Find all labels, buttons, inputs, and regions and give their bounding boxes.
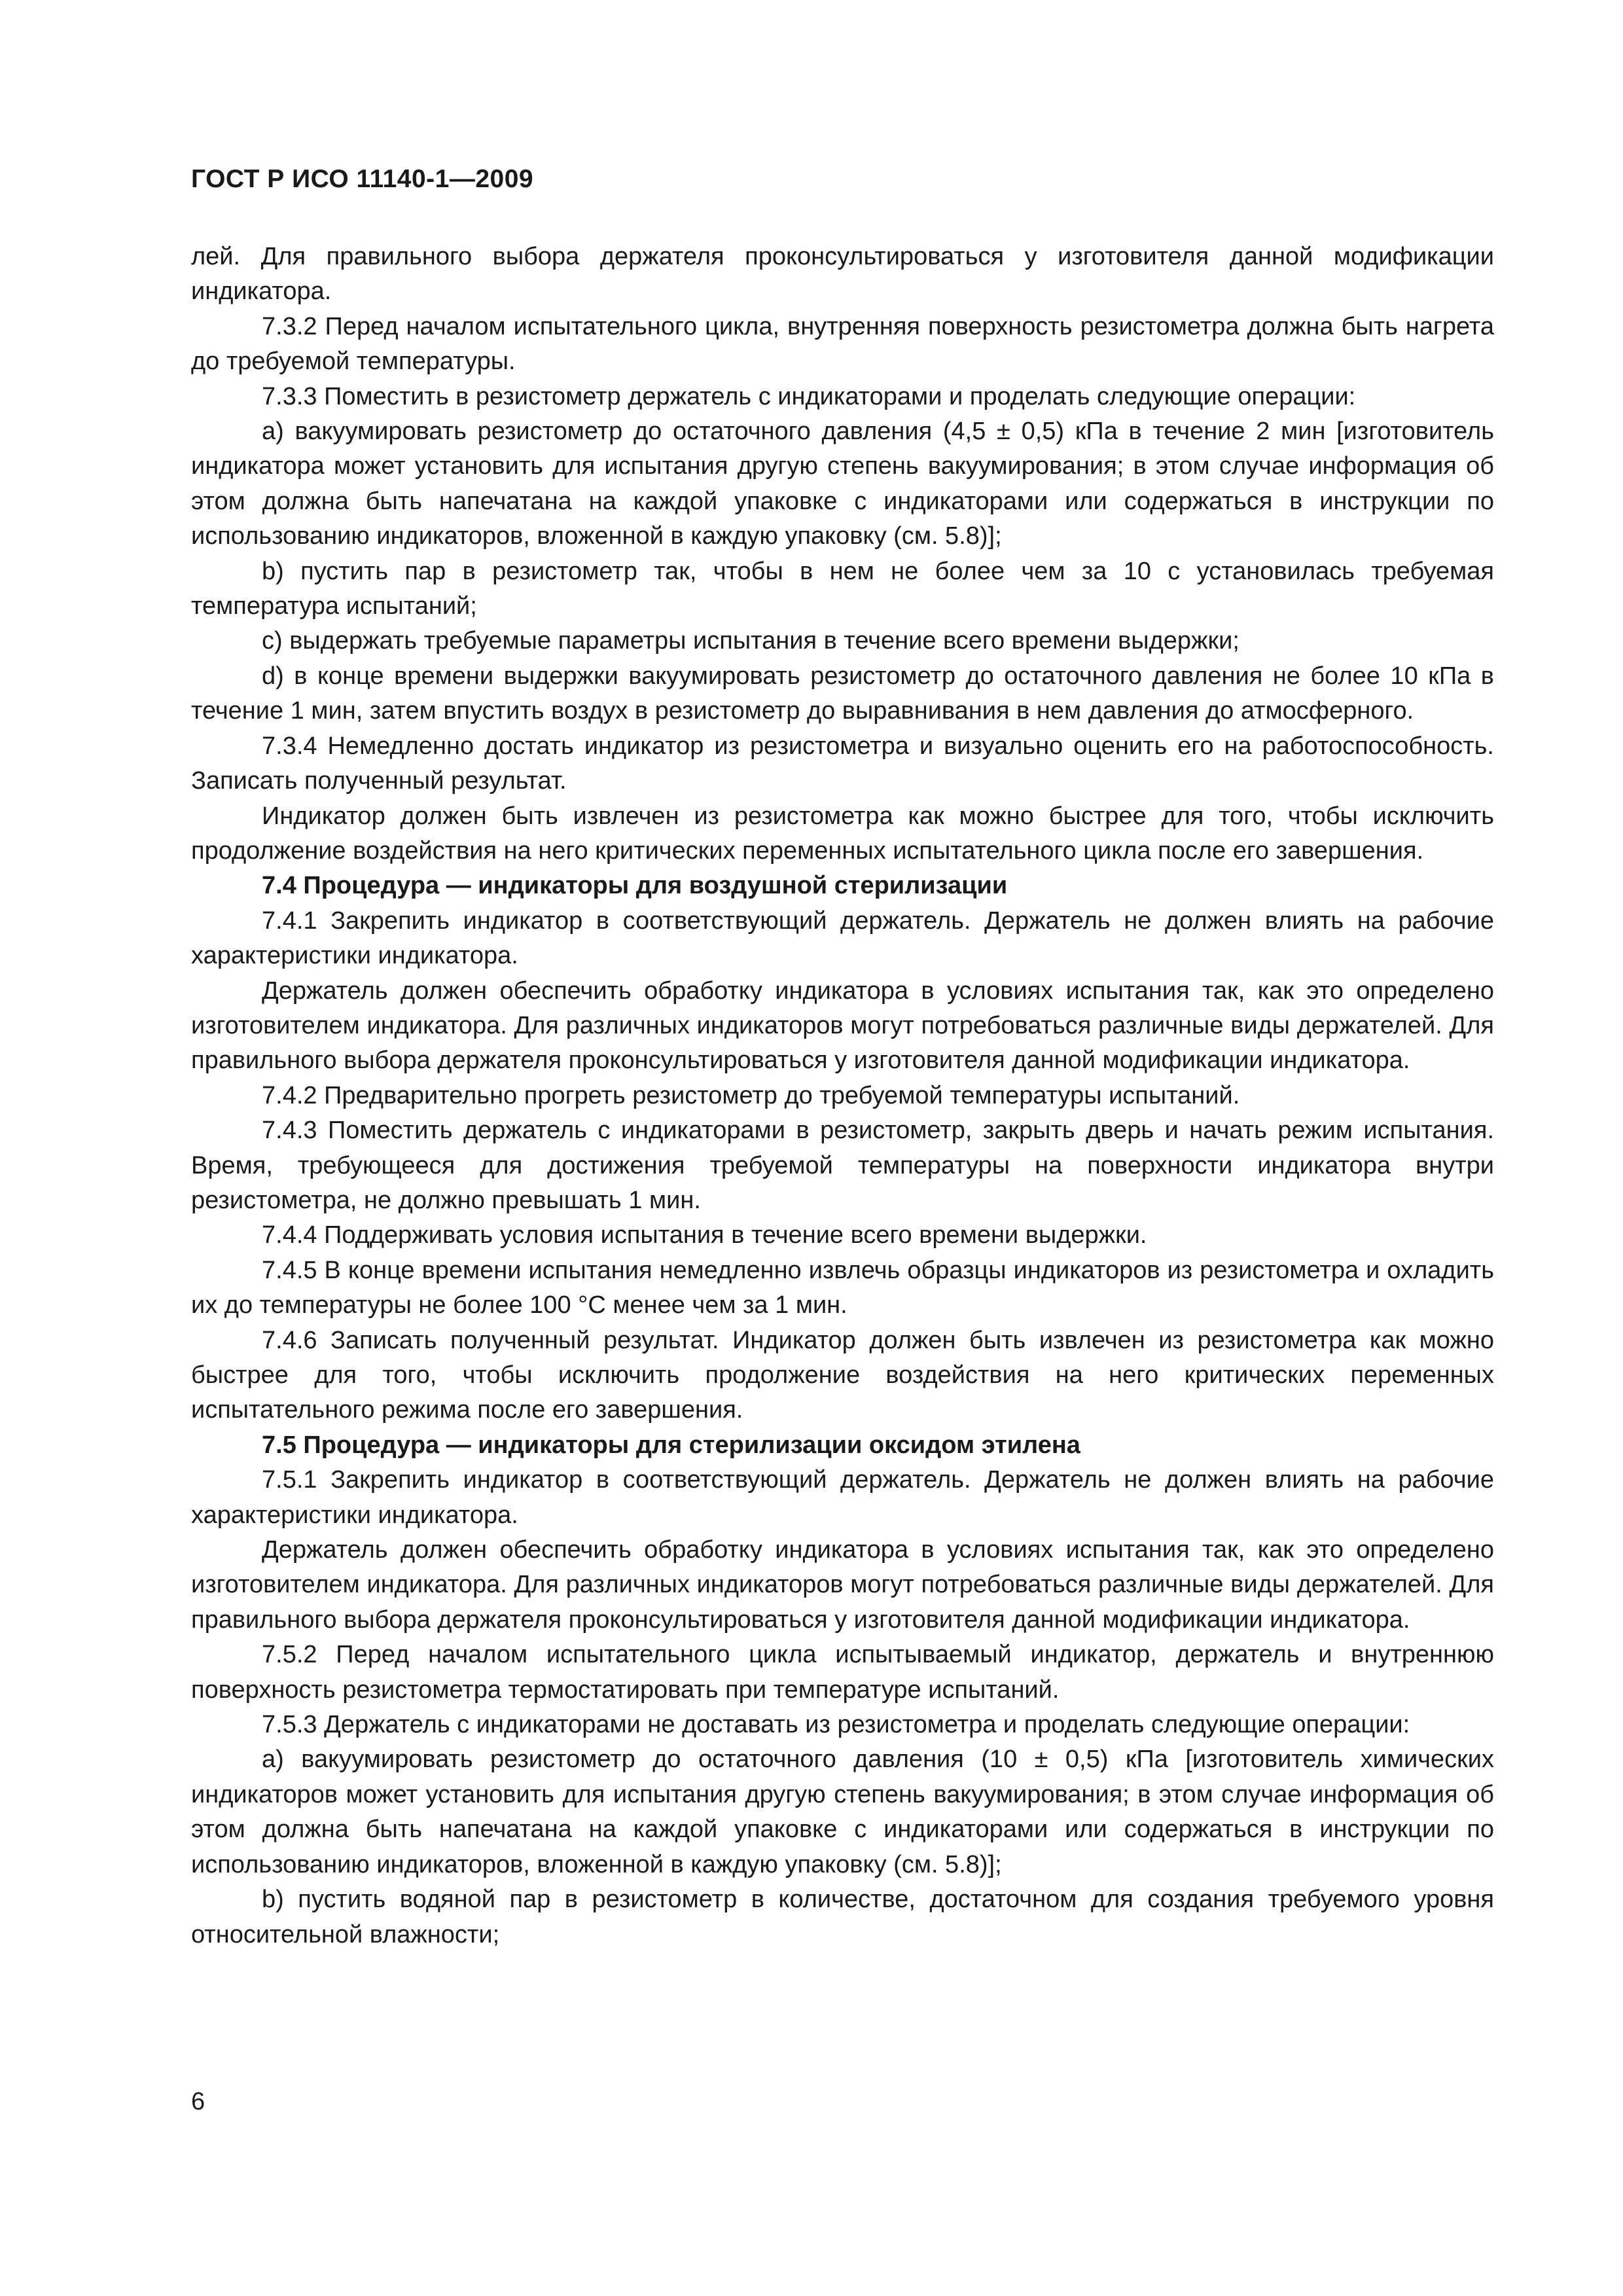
paragraph: 7.4.2 Предварительно прогреть резистометр до требуемой температуры испытаний. bbox=[262, 1081, 1240, 1109]
section-heading-7-5: 7.5 Процедура — индикаторы для стерилизации оксидом этилена bbox=[262, 1431, 1080, 1459]
paragraph: 7.3.3 Поместить в резистометр держатель с индикаторами и проделать следующие операции: bbox=[262, 382, 1356, 410]
page-number: 6 bbox=[191, 2088, 205, 2115]
section-heading-7-4: 7.4 Процедура — индикаторы для воздушной стерилизации bbox=[262, 872, 1008, 900]
list-item: c) выдержать требуемые параметры испытания в течение всего времени выдержки; bbox=[262, 627, 1240, 655]
paragraph: лей. Для правильного выбора держателя проконсультироваться у изготовителя данной модификации индикатора. bbox=[191, 243, 1494, 306]
paragraph: 7.4.3 Поместить держатель с индикаторами в резистометр, закрыть дверь и начать режим испытания. Время, требующееся для достижения требуемой температуры на поверхности индикатора внутри резистометра, не должно превышать 1 мин. bbox=[191, 1117, 1494, 1214]
paragraph: 7.4.4 Поддерживать условия испытания в течение всего времени выдержки. bbox=[262, 1221, 1147, 1249]
paragraph: 7.5.3 Держатель с индикаторами не доставать из резистометра и проделать следующие операции: bbox=[262, 1711, 1410, 1739]
paragraph: 7.4.6 Записать полученный результат. Индикатор должен быть извлечен из резистометра как можно быстрее для того, чтобы исключить продолжение воздействия на него критических переменных испытательного режима после его завершения. bbox=[191, 1326, 1494, 1424]
paragraph: Держатель должен обеспечить обработку индикатора в условиях испытания так, как это определено изготовителем индикатора. Для различных индикаторов могут потребоваться различные виды держателей. Для правильного выбора держателя проконсультироваться у изготовителя данной модификации индикатора. bbox=[191, 1536, 1494, 1634]
paragraph: 7.4.5 В конце времени испытания немедленно извлечь образцы индикаторов из резистометра и охладить их до температуры не более 100 °С менее чем за 1 мин. bbox=[191, 1256, 1494, 1319]
list-item: a) вакуумировать резистометр до остаточного давления (4,5 ± 0,5) кПа в течение 2 мин [изготовитель индикатора может установить для испытания другую степень вакуумирования; в этом случае информация об этом должна быть напечатана на каждой упаковке с индикаторами или содержаться в инструкции по использованию индикаторов, вложенной в каждую упаковку (см. 5.8)]; bbox=[191, 418, 1494, 550]
paragraph: 7.5.1 Закрепить индикатор в соответствующий держатель. Держатель не должен влиять на рабочие характеристики индикатора. bbox=[191, 1466, 1494, 1529]
paragraph: 7.3.4 Немедленно достать индикатор из резистометра и визуально оценить его на работоспособность. Записать полученный результат. bbox=[191, 732, 1494, 795]
paragraph: 7.4.1 Закрепить индикатор в соответствующий держатель. Держатель не должен влиять на рабочие характеристики индикатора. bbox=[191, 906, 1494, 970]
document-body bbox=[191, 240, 1494, 1952]
paragraph: Индикатор должен быть извлечен из резистометра как можно быстрее для того, чтобы исключить продолжение воздействия на него критических переменных испытательного цикла после его завершения. bbox=[191, 802, 1494, 865]
document-header: ГОСТ Р ИСО 11140-1—2009 bbox=[191, 165, 534, 193]
list-item: a) вакуумировать резистометр до остаточного давления (10 ± 0,5) кПа [изготовитель химических индикаторов может установить для испытания другую степень вакуумирования; в этом случае информация об этом должна быть напечатана на каждой упаковке с индикаторами или содержаться в инструкции по использованию индикаторов, вложенной в каждую упаковку (см. 5.8)]; bbox=[191, 1746, 1494, 1878]
list-item: b) пустить водяной пар в резистометр в количестве, достаточном для создания требуемого уровня относительной влажности; bbox=[191, 1886, 1494, 1948]
paragraph: 7.5.2 Перед началом испытательного цикла испытываемый индикатор, держатель и внутреннюю поверхность резистометра термостатировать при температуре испытаний. bbox=[191, 1641, 1494, 1704]
list-item: d) в конце времени выдержки вакуумировать резистометр до остаточного давления не более 10 кПа в течение 1 мин, затем впустить воздух в резистометр до выравнивания в нем давления до атмосферного. bbox=[191, 662, 1494, 725]
list-item: b) пустить пар в резистометр так, чтобы в нем не более чем за 10 с установилась требуемая температура испытаний; bbox=[191, 557, 1494, 620]
paragraph: Держатель должен обеспечить обработку индикатора в условиях испытания так, как это определено изготовителем индикатора. Для различных индикаторов могут потребоваться различные виды держателей. Для правильного выбора держателя проконсультироваться у изготовителя данной модификации индикатора. bbox=[191, 977, 1494, 1075]
paragraph: 7.3.2 Перед началом испытательного цикла, внутренняя поверхность резистометра должна быть нагрета до требуемой температуры. bbox=[191, 312, 1494, 376]
